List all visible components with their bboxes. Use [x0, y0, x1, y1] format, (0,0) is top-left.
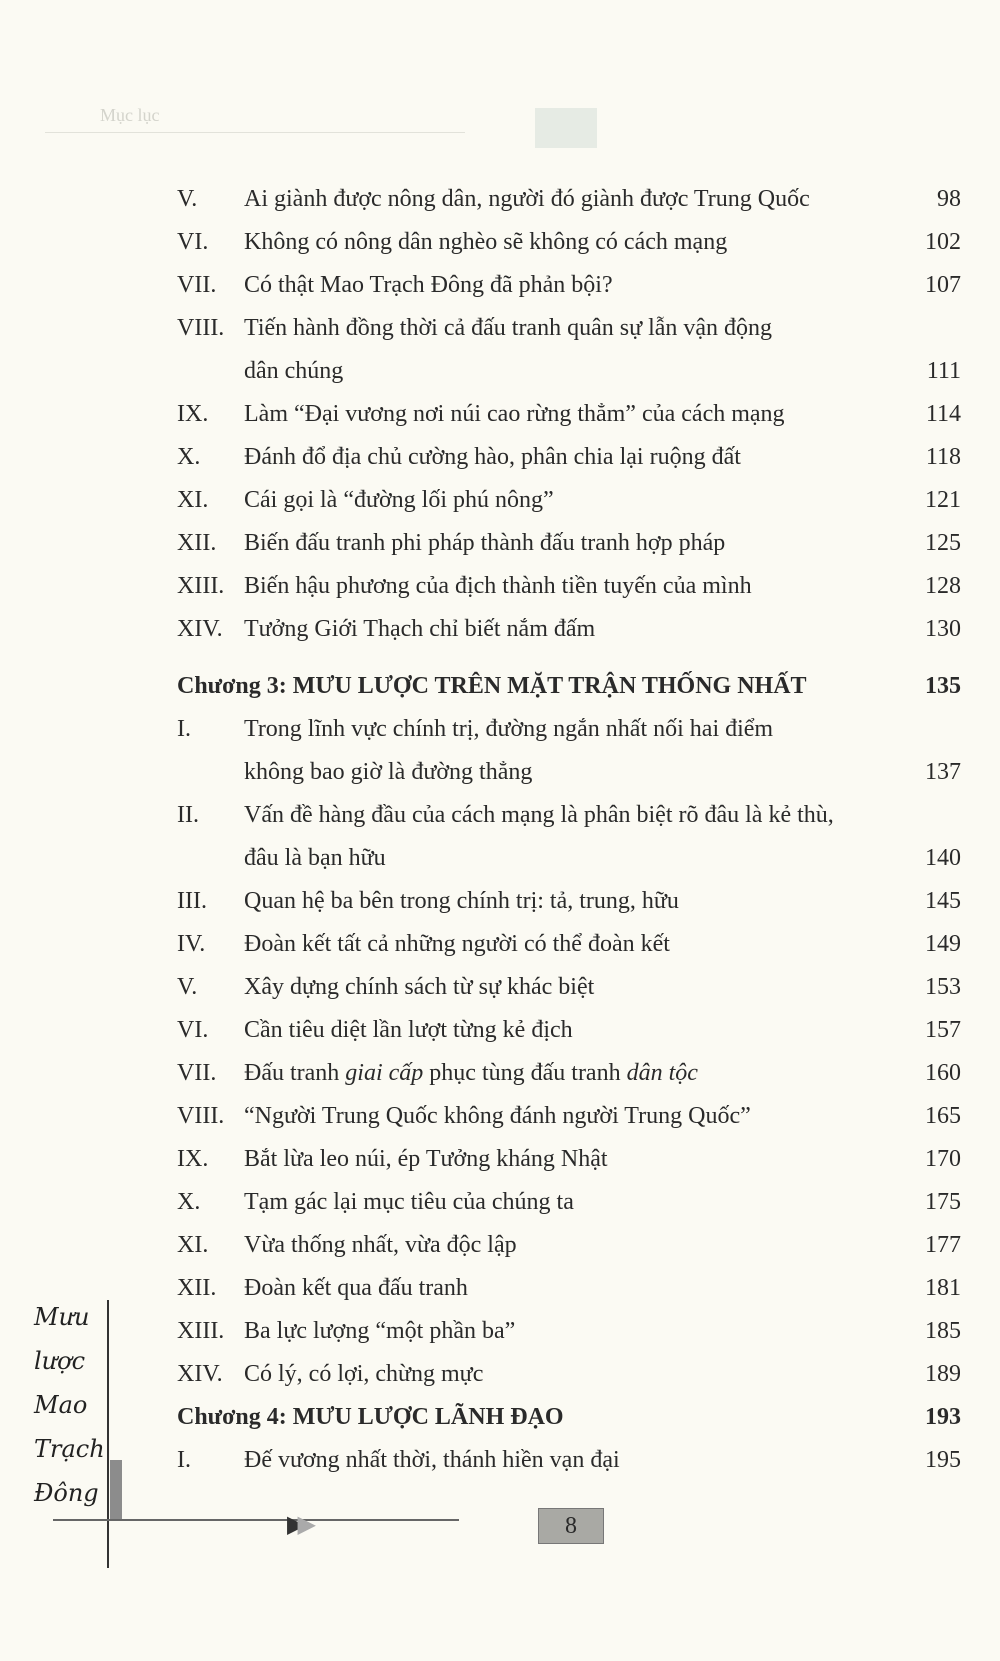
text: phục tùng đấu tranh: [423, 1060, 627, 1086]
entry-title: Tưởng Giới Thạch chỉ biết nắm đấm: [244, 616, 596, 642]
page-ref: 170: [925, 1146, 961, 1172]
entry-title: Đế vương nhất thời, thánh hiền vạn đại: [244, 1447, 620, 1473]
entry-title: Cần tiêu diệt lần lượt từng kẻ địch: [244, 1017, 573, 1043]
entry-number: V.: [177, 974, 198, 1000]
entry-title: Bắt lừa leo núi, ép Tưởng kháng Nhật: [244, 1146, 608, 1172]
entry-number: XIV.: [177, 616, 223, 642]
toc-entry[interactable]: [177, 350, 961, 393]
entry-title: Không có nông dân nghèo sẽ không có cách mạng: [244, 229, 728, 255]
page-ref: 102: [925, 229, 961, 255]
logo-word: lược: [34, 1347, 86, 1375]
toc-entry[interactable]: [177, 1138, 961, 1181]
page-ref: 189: [925, 1361, 961, 1387]
entry-title: Đánh đổ địa chủ cường hào, phân chia lại ruộng đất: [244, 444, 741, 470]
italic-text: giai cấp: [345, 1060, 424, 1086]
page-ref: [901, 708, 961, 751]
entry-number: IX.: [177, 401, 209, 427]
entry-title: [244, 1052, 901, 1095]
entry-title: Tạm gác lại mục tiêu của chúng ta: [244, 1189, 574, 1215]
entry-number: I.: [177, 716, 191, 742]
toc-entry[interactable]: [177, 393, 961, 436]
toc-entry[interactable]: [177, 708, 961, 751]
page-ref: 160: [925, 1060, 961, 1086]
page-ref: 125: [925, 530, 961, 556]
toc-entry[interactable]: [177, 436, 961, 479]
toc-entry[interactable]: [177, 1267, 961, 1310]
toc-entry[interactable]: [177, 1095, 961, 1138]
entry-number: VII.: [177, 272, 217, 298]
chapter-title: Chương 4: MƯU LƯỢC LÃNH ĐẠO: [177, 1404, 564, 1430]
page-ref: 128: [925, 573, 961, 599]
page-ref: 157: [925, 1017, 961, 1043]
toc-entry[interactable]: [177, 880, 961, 923]
toc-entry[interactable]: [177, 178, 961, 221]
chapter-heading[interactable]: [177, 665, 961, 708]
toc-entry[interactable]: [177, 307, 961, 350]
toc-entry[interactable]: [177, 794, 961, 837]
entry-title: Có thật Mao Trạch Đông đã phản bội?: [244, 272, 613, 298]
entry-number: XIV.: [177, 1361, 223, 1387]
toc-entry[interactable]: [177, 565, 961, 608]
toc-entry[interactable]: [177, 264, 961, 307]
entry-title: Làm “Đại vương nơi núi cao rừng thẳm” của cách mạng: [244, 401, 785, 427]
page-ref: 140: [925, 845, 961, 871]
page-ref: 98: [937, 186, 961, 212]
toc-entry[interactable]: [177, 751, 961, 794]
toc-entry[interactable]: [177, 1310, 961, 1353]
page-number: 8: [538, 1508, 604, 1544]
entry-number: XIII.: [177, 1318, 225, 1344]
entry-number: XII.: [177, 1275, 217, 1301]
page-ref: 137: [925, 759, 961, 785]
page-ref: 175: [925, 1189, 961, 1215]
decorative-bar: [110, 1460, 122, 1520]
text: Đấu tranh: [244, 1060, 346, 1086]
entry-title: Tiến hành đồng thời cả đấu tranh quân sự lẫn vận động: [244, 315, 773, 341]
page-ref: 181: [925, 1275, 961, 1301]
entry-title: Ai giành được nông dân, người đó giành được Trung Quốc: [244, 186, 810, 212]
entry-title: Vấn đề hàng đầu của cách mạng là phân biệt rõ đâu là kẻ thù,: [244, 802, 834, 828]
entry-title: đâu là bạn hữu: [244, 845, 386, 871]
page-ref: 121: [925, 487, 961, 513]
page-ref: 118: [925, 444, 961, 470]
entry-number: V.: [177, 186, 198, 212]
toc-entry[interactable]: [177, 837, 961, 880]
page-ref: 193: [925, 1404, 961, 1430]
toc-entry[interactable]: [177, 1353, 961, 1396]
page-ref: 185: [925, 1318, 961, 1344]
entry-number: II.: [177, 802, 199, 828]
entry-title: không bao giờ là đường thẳng: [244, 759, 533, 785]
page-ref: 111: [926, 358, 961, 384]
entry-number: XI.: [177, 487, 209, 513]
page-ref: 130: [925, 616, 961, 642]
entry-number: VI.: [177, 1017, 209, 1043]
entry-title: “Người Trung Quốc không đánh người Trung Quốc”: [244, 1103, 751, 1129]
logo-word: Mao: [34, 1391, 88, 1419]
page-ref: [901, 307, 961, 350]
entry-number: I.: [177, 1447, 191, 1473]
ghost-running-header: Mục lục: [100, 105, 160, 125]
entry-title: Có lý, có lợi, chừng mực: [244, 1361, 484, 1387]
entry-number: VII.: [177, 1060, 217, 1086]
italic-text: dân tộc: [626, 1060, 698, 1086]
entry-number: XIII.: [177, 573, 225, 599]
page-ref: [901, 794, 961, 837]
arrow-icon: ▶▶: [287, 1512, 308, 1538]
toc-entry[interactable]: [177, 479, 961, 522]
entry-number: X.: [177, 1189, 201, 1215]
entry-title: Đoàn kết qua đấu tranh: [244, 1275, 468, 1301]
page-ref: 149: [925, 931, 961, 957]
vertical-rule: [107, 1300, 109, 1568]
logo-word: Trạch: [34, 1435, 105, 1463]
entry-number: [177, 350, 244, 393]
entry-title: Trong lĩnh vực chính trị, đường ngắn nhất nối hai điểm: [244, 716, 774, 742]
page-ref: 107: [925, 272, 961, 298]
chapter-heading[interactable]: [177, 1396, 961, 1439]
entry-number: VIII.: [177, 1103, 225, 1129]
entry-title: Ba lực lượng “một phần ba”: [244, 1318, 516, 1344]
entry-number: XII.: [177, 530, 217, 556]
chapter-title: Chương 3: MƯU LƯỢC TRÊN MẶT TRẬN THỐNG NHẤT: [177, 673, 807, 699]
entry-number: IX.: [177, 1146, 209, 1172]
entry-title: Đoàn kết tất cả những người có thể đoàn kết: [244, 931, 670, 957]
header-rule: [45, 132, 465, 133]
logo-word: Đông: [34, 1479, 99, 1507]
entry-number: [177, 837, 244, 880]
entry-title: dân chúng: [244, 358, 344, 384]
entry-title: Cái gọi là “đường lối phú nông”: [244, 487, 554, 513]
entry-title: Vừa thống nhất, vừa độc lập: [244, 1232, 517, 1258]
page-ref: 177: [925, 1232, 961, 1258]
page-ref: 153: [925, 974, 961, 1000]
side-logo: [34, 1295, 104, 1515]
entry-number: III.: [177, 888, 207, 914]
toc-entry[interactable]: [177, 1439, 961, 1482]
toc-entry[interactable]: [177, 1009, 961, 1052]
page-ref: 145: [925, 888, 961, 914]
toc-entry[interactable]: [177, 522, 961, 565]
entry-title: Biến đấu tranh phi pháp thành đấu tranh hợp pháp: [244, 530, 726, 556]
table-of-contents: [177, 178, 961, 1482]
logo-word: Mưu: [34, 1303, 90, 1331]
page-ref: 135: [925, 673, 961, 699]
toc-entry[interactable]: [177, 1224, 961, 1267]
toc-entry[interactable]: [177, 1181, 961, 1224]
header-box: [535, 108, 597, 148]
page-ref: 114: [925, 401, 961, 427]
toc-entry[interactable]: [177, 923, 961, 966]
entry-title: Quan hệ ba bên trong chính trị: tả, trung, hữu: [244, 888, 679, 914]
entry-title: Biến hậu phương của địch thành tiền tuyến của mình: [244, 573, 752, 599]
entry-number: X.: [177, 444, 201, 470]
entry-number: XI.: [177, 1232, 209, 1258]
page-ref: 195: [925, 1447, 961, 1473]
entry-number: IV.: [177, 931, 206, 957]
toc-entry[interactable]: [177, 966, 961, 1009]
page-ref: 165: [925, 1103, 961, 1129]
entry-title: Xây dựng chính sách từ sự khác biệt: [244, 974, 595, 1000]
footer-rule: [53, 1519, 459, 1521]
toc-entry[interactable]: [177, 1052, 961, 1095]
entry-number: [177, 751, 244, 794]
toc-entry[interactable]: [177, 221, 961, 264]
entry-number: VIII.: [177, 315, 225, 341]
entry-number: VI.: [177, 229, 209, 255]
toc-entry[interactable]: [177, 608, 961, 651]
